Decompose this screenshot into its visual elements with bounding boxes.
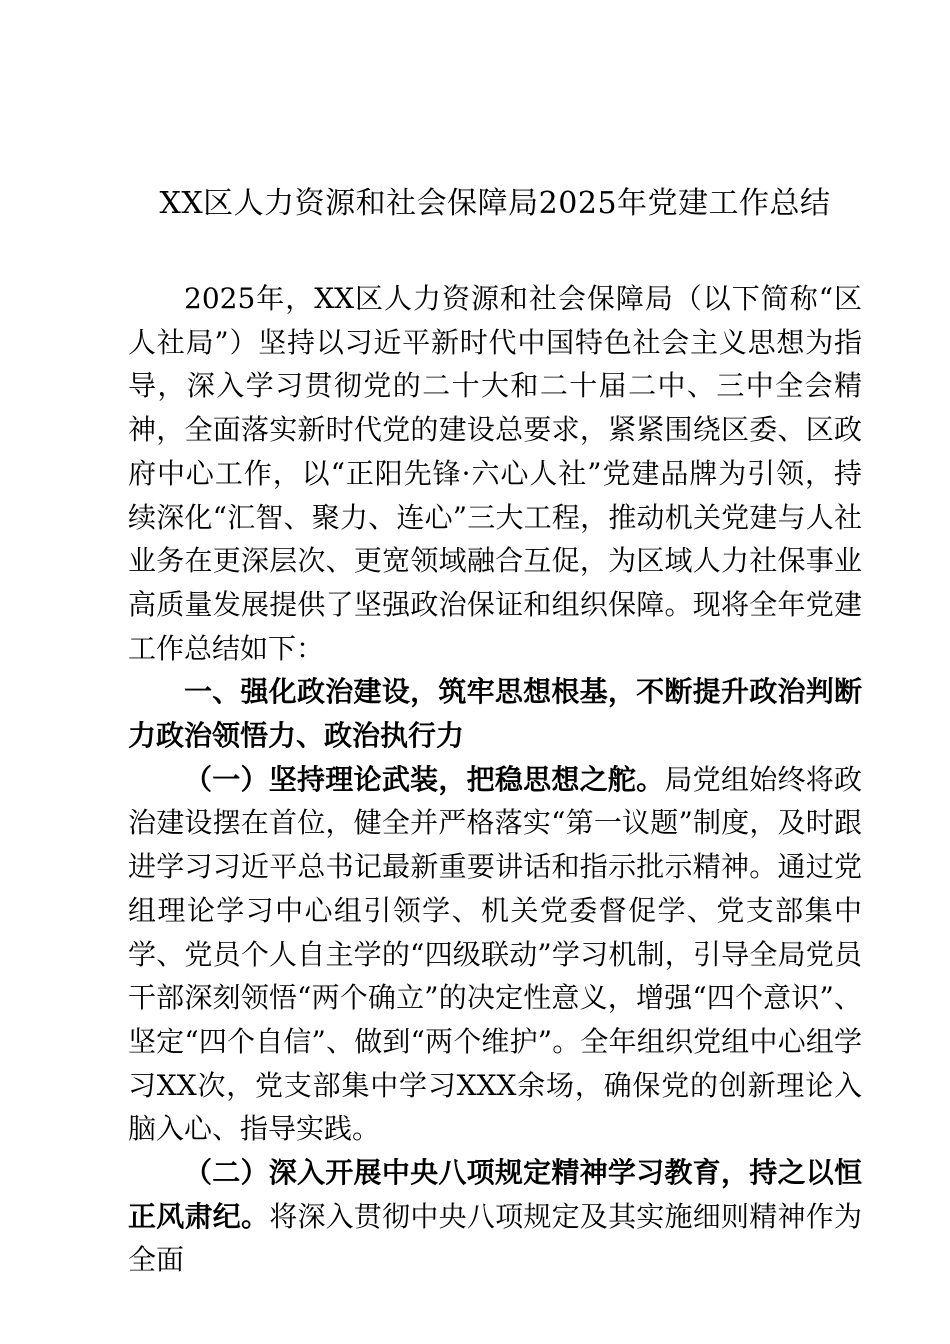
paragraph-section-1-2 (128, 1151, 862, 1282)
paragraph-1-2-lead: （二）深入开展中央八项规定精神学习教育，持之以恒正风肃纪。 (128, 1156, 862, 1233)
paragraph-1-1-lead: （一）坚持理论武装，把稳思想之舵。 (184, 762, 665, 796)
paragraph-section-1-1 (128, 758, 862, 1151)
paragraph-1-1-body: 局党组始终将政治建设摆在首位，健全并严格落实“第一议题”制度，及时跟进学习习近平总书记最新重要讲话和指示批示精神。通过党组理论学习中心组引领学、机关党委督促学、党支部集中学、党员个人自主学的“四级联动”学习机制，引导全局党员干部深刻领悟“两个确立”的决定性意义，增强“四个意识”、坚定“四个自信”、做到“两个维护”。全年组织党组中心组学习XX次，党支部集中学习XXX余场，确保党的创新理论入脑入心、指导实践。 (128, 762, 862, 1146)
paragraph-1-2-body: 将深入贯彻中央八项规定及其实施细则精神作为全面 (128, 1199, 862, 1277)
document-title: XX区人力资源和社会保障局2025年党建工作总结 (159, 186, 831, 221)
section-heading-1: 一、强化政治建设，筑牢思想根基，不断提升政治判断力政治领悟力、政治执行力 (128, 675, 862, 753)
document-content (128, 182, 862, 1282)
paragraph-intro: 2025年，XX区人力资源和社会保障局（以下简称“区人社局”）坚持以习近平新时代中国特色社会主义思想为指导，深入学习贯彻党的二十大和二十届二中、三中全会精神，全面落实新时代党的建设总要求，紧紧围绕区委、区政府中心工作，以“正阳先锋·六心人社”党建品牌为引领，持续深化“汇智、聚力、连心”三大工程，推动机关党建与人社业务在更深层次、更宽领域融合互促，为区域人力社保事业高质量发展提供了坚强政治保证和组织保障。现将全年党建工作总结如下： (128, 282, 862, 665)
